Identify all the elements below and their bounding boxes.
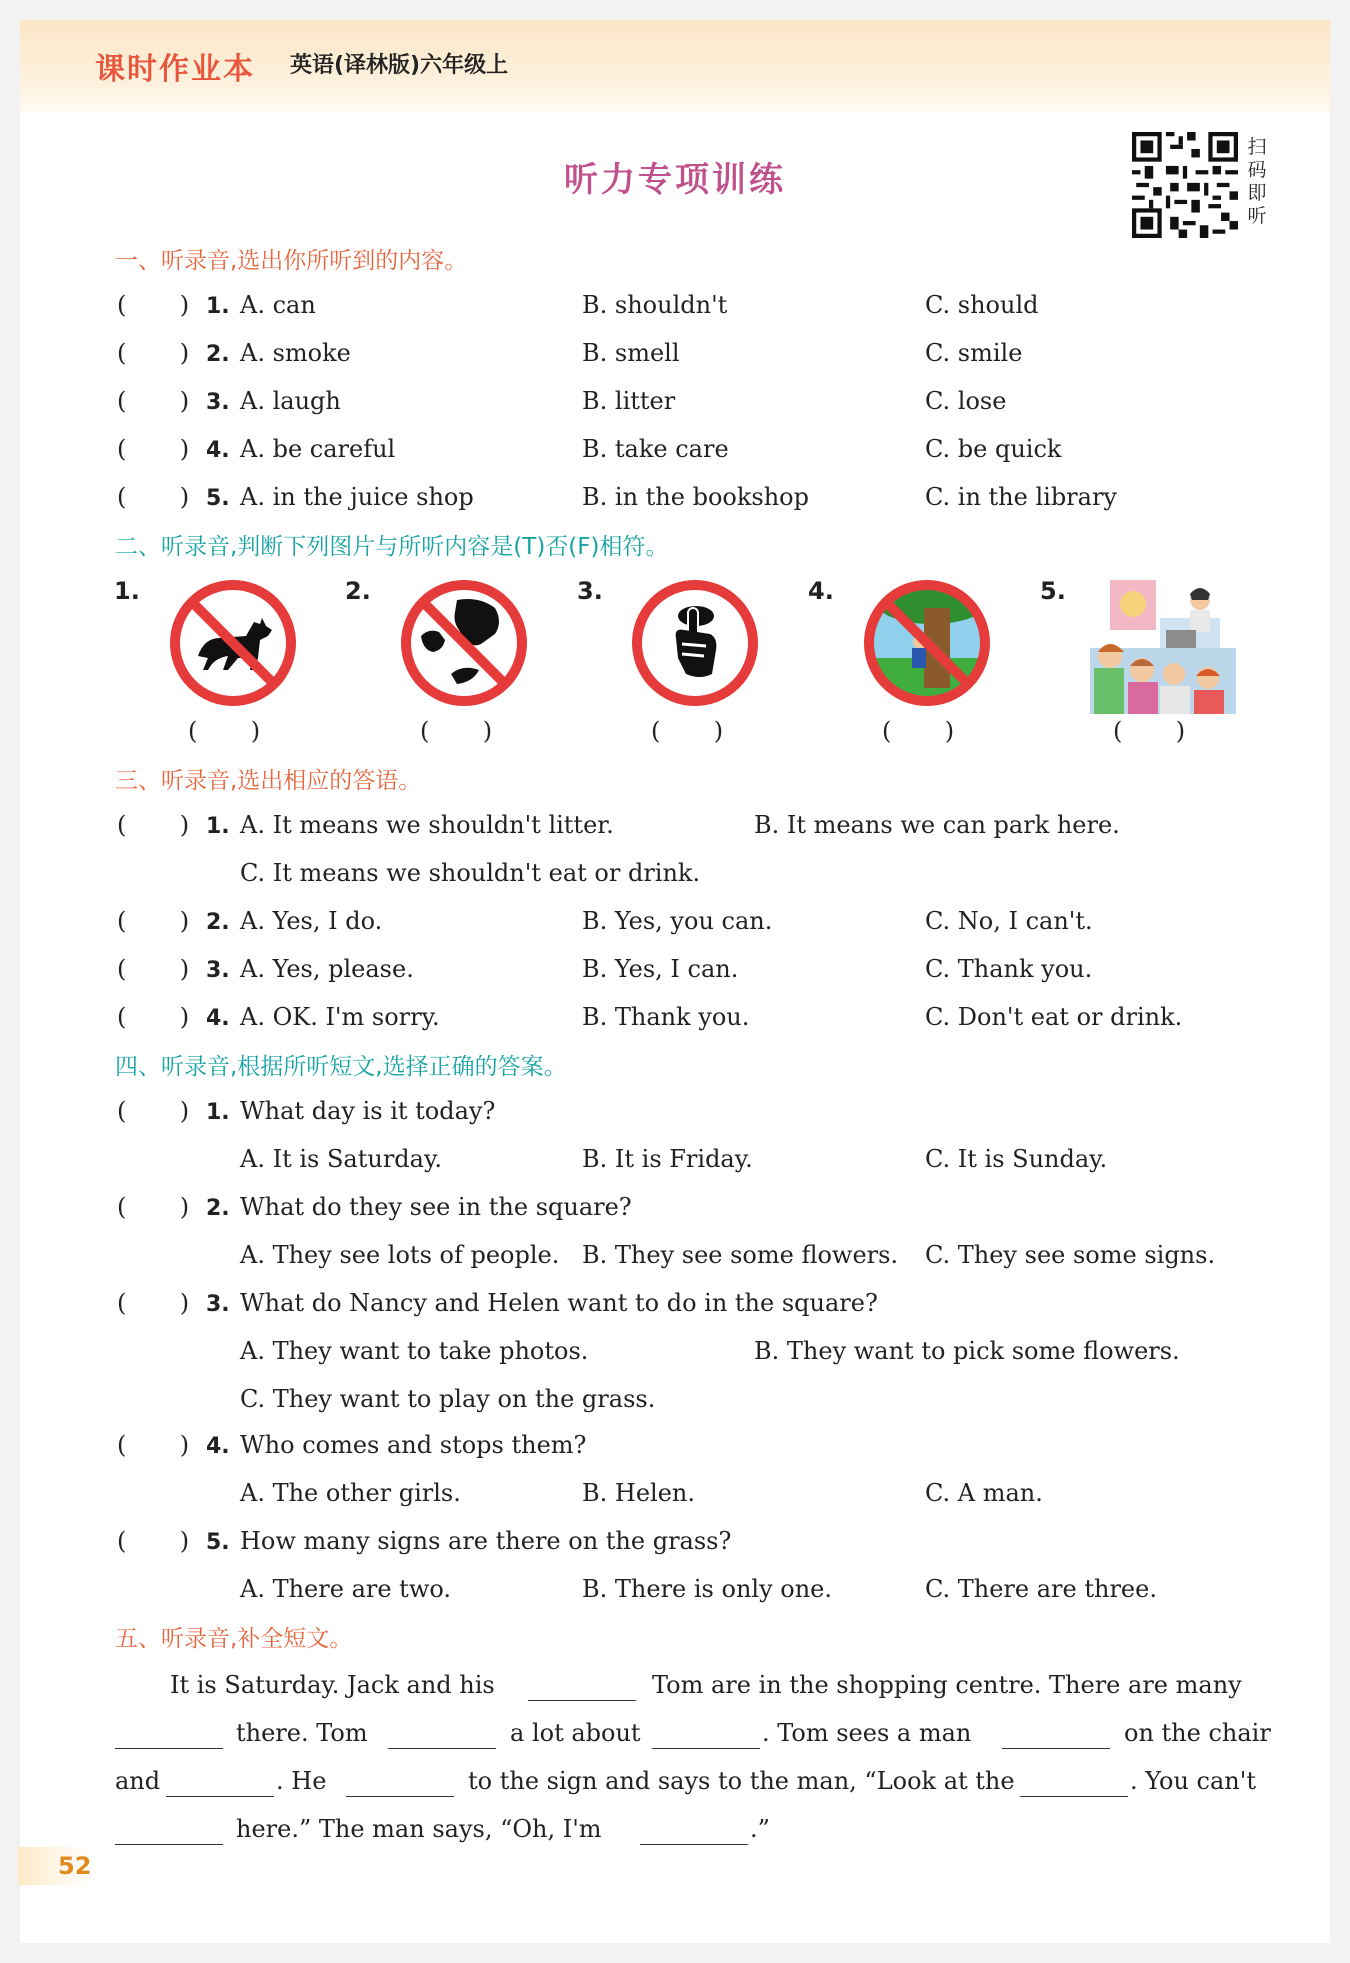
picture-number: 3. [577,577,603,605]
option-a: A. It means we shouldn't litter. [240,811,614,839]
answer-bracket[interactable]: ( ) [117,1097,190,1125]
option-c: C. A man. [925,1479,1043,1507]
option-c: C. It means we shouldn't eat or drink. [240,859,701,887]
section-4-title: 四、听录音,根据所听短文,选择正确的答案。 [115,1054,567,1080]
option-c: C. They see some signs. [925,1241,1216,1269]
answer-bracket[interactable]: ( ) [420,717,493,745]
question-text: How many signs are there on the grass? [240,1527,732,1555]
option-c: C. Thank you. [925,955,1093,983]
passage-text: and [115,1767,161,1795]
fill-blank[interactable] [1020,1772,1128,1797]
option-a: A. be careful [240,435,396,463]
answer-bracket[interactable]: ( ) [117,907,190,935]
brand-title: 课时作业本 [95,52,255,87]
question-number: 2. [206,342,230,367]
question-text: What do Nancy and Helen want to do in the square? [240,1289,878,1317]
question-number: 2. [206,910,230,935]
passage-text: here.” The man says, “Oh, I'm [236,1815,602,1843]
question-number: 4. [206,1006,230,1031]
question-number: 1. [206,294,230,319]
fill-blank[interactable] [115,1724,223,1749]
no-climbing-trees-sign-icon [862,578,992,708]
keep-quiet-sign-icon [630,578,760,708]
option-c: C. lose [925,387,1007,415]
passage-text: on the chair [1124,1719,1271,1747]
fill-blank[interactable] [115,1820,223,1845]
question-number: 4. [206,1434,230,1459]
option-b: B. shouldn't [582,291,728,319]
option-c: C. They want to play on the grass. [240,1385,656,1413]
section-1-title: 一、听录音,选出你所听到的内容。 [115,248,468,274]
answer-bracket[interactable]: ( ) [117,387,190,415]
answer-bracket[interactable]: ( ) [117,1431,190,1459]
question-text: Who comes and stops them? [240,1431,587,1459]
passage-text: Tom are in the shopping centre. There are many [652,1671,1242,1699]
fill-blank[interactable] [346,1772,454,1797]
option-b: B. Helen. [582,1479,695,1507]
option-c: C. smile [925,339,1023,367]
passage-text: a lot about [510,1719,641,1747]
option-a: A. They see lots of people. [240,1241,560,1269]
picture-number: 1. [114,577,140,605]
answer-bracket[interactable]: ( ) [117,1289,190,1317]
picture-number: 4. [808,577,834,605]
option-c: C. in the library [925,483,1117,511]
option-a: A. There are two. [240,1575,452,1603]
answer-bracket[interactable]: ( ) [117,291,190,319]
question-number: 3. [206,958,230,983]
section-2-title: 二、听录音,判断下列图片与所听内容是(T)否(F)相符。 [115,534,669,560]
page-number: 52 [18,1847,92,1885]
option-b: B. There is only one. [582,1575,832,1603]
passage-text: It is Saturday. Jack and his [170,1671,495,1699]
option-c: C. Don't eat or drink. [925,1003,1183,1031]
question-number: 1. [206,1100,230,1125]
passage-text: . You can't [1130,1767,1256,1795]
fill-blank[interactable] [388,1724,496,1749]
question-number: 5. [206,1530,230,1555]
option-a: A. Yes, I do. [240,907,383,935]
passage-text: there. Tom [236,1719,368,1747]
qr-code-icon[interactable] [1132,132,1238,238]
option-b: B. Thank you. [582,1003,750,1031]
answer-bracket[interactable]: ( ) [117,483,190,511]
option-a: A. can [240,291,316,319]
option-b: B. litter [582,387,676,415]
no-dogs-sign-icon [168,578,298,708]
option-a: A. OK. I'm sorry. [240,1003,440,1031]
picture-number: 2. [345,577,371,605]
question-number: 5. [206,486,230,511]
qr-label-char: 即 [1247,182,1267,204]
fill-blank[interactable] [652,1724,760,1749]
option-b: B. It is Friday. [582,1145,753,1173]
qr-label-char: 扫 [1247,136,1267,158]
option-a: A. They want to take photos. [240,1337,589,1365]
passage-text: .” [750,1815,770,1843]
answer-bracket[interactable]: ( ) [117,1527,190,1555]
option-a: A. The other girls. [240,1479,461,1507]
qr-label-char: 码 [1247,159,1267,181]
option-c: C. No, I can't. [925,907,1093,935]
section-5-title: 五、听录音,补全短文。 [115,1626,353,1652]
question-number: 3. [206,1292,230,1317]
option-b: B. smell [582,339,680,367]
answer-bracket[interactable]: ( ) [117,955,190,983]
answer-bracket[interactable]: ( ) [651,717,724,745]
passage-text: . Tom sees a man [762,1719,972,1747]
option-b: B. Yes, you can. [582,907,773,935]
picture-number: 5. [1040,577,1066,605]
answer-bracket[interactable]: ( ) [882,717,955,745]
option-b: B. take care [582,435,729,463]
answer-bracket[interactable]: ( ) [117,339,190,367]
question-number: 3. [206,390,230,415]
option-a: A. Yes, please. [240,955,414,983]
option-b: B. Yes, I can. [582,955,739,983]
answer-bracket[interactable]: ( ) [188,717,261,745]
option-b: B. in the bookshop [582,483,809,511]
answer-bracket[interactable]: ( ) [117,811,190,839]
page-title: 听力专项训练 [564,160,786,200]
shop-scene-picture-icon [1090,578,1236,714]
question-text: What day is it today? [240,1097,496,1125]
question-number: 2. [206,1196,230,1221]
option-c: C. be quick [925,435,1062,463]
option-c: C. It is Sunday. [925,1145,1108,1173]
option-a: A. It is Saturday. [240,1145,442,1173]
option-b: B. They want to pick some flowers. [754,1337,1180,1365]
option-a: A. in the juice shop [240,483,474,511]
answer-bracket[interactable]: ( ) [117,435,190,463]
passage-text: . He [276,1767,327,1795]
fill-blank[interactable] [528,1676,636,1701]
subject-title: 英语(译林版)六年级上 [290,53,509,78]
option-b: B. It means we can park here. [754,811,1120,839]
qr-scan-label [1244,136,1270,228]
option-b: B. They see some flowers. [582,1241,899,1269]
answer-bracket[interactable]: ( ) [1113,717,1186,745]
option-a: A. smoke [240,339,351,367]
fill-blank[interactable] [166,1772,274,1797]
fill-blank[interactable] [640,1820,748,1845]
answer-bracket[interactable]: ( ) [117,1193,190,1221]
option-c: C. There are three. [925,1575,1157,1603]
question-number: 1. [206,814,230,839]
option-a: A. laugh [240,387,341,415]
question-number: 4. [206,438,230,463]
question-text: What do they see in the square? [240,1193,632,1221]
qr-label-char: 听 [1247,205,1267,227]
answer-bracket[interactable]: ( ) [117,1003,190,1031]
fill-blank[interactable] [1002,1724,1110,1749]
section-3-title: 三、听录音,选出相应的答语。 [115,768,422,794]
no-littering-sign-icon [399,578,529,708]
option-c: C. should [925,291,1039,319]
passage-text: to the sign and says to the man, “Look at the [468,1767,1015,1795]
